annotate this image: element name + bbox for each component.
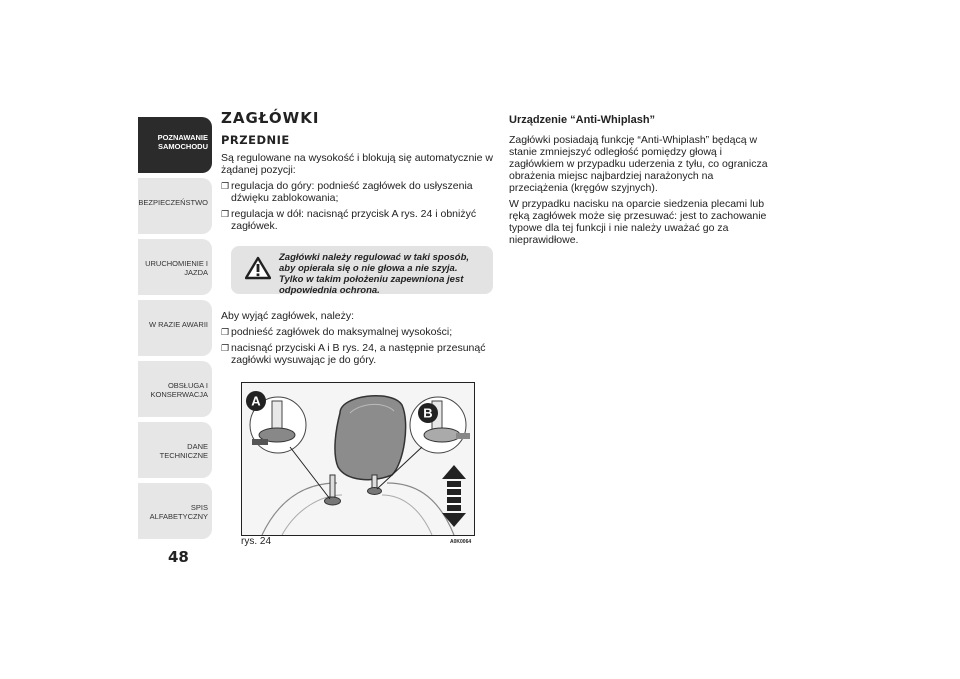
anti-whiplash-heading: Urządzenie “Anti-Whiplash” xyxy=(509,114,656,126)
anti-whiplash-paragraph-1: Zagłówki posiadają funkcję “Anti-Whiplash” będącą w stanie zmniejszyć odległość pomiędzy głową i zagłówkiem w przypadku uderzenia z tyłu, co ogranicza obrażenia miejsc najbardziej narażonych na przeciążenia (kręgów szyjnych). xyxy=(509,134,768,194)
list-item: ❐ regulacja do góry: podnieść zagłówek do usłyszenia dźwięku zablokowania; xyxy=(221,180,473,204)
section-subtitle: PRZEDNIE xyxy=(221,133,290,147)
list-item: ❐ regulacja w dół: nacisnąć przycisk A rys. 24 i obniżyć zagłówek. xyxy=(221,208,477,232)
figure-caption: rys. 24 xyxy=(241,536,272,547)
tab-label: OBSŁUGA I KONSERWACJA xyxy=(150,381,208,399)
tab-label: POZNAWANIE SAMOCHODU xyxy=(157,133,208,151)
figure-code: A0K0064 xyxy=(450,539,472,545)
bullet-icon: ❐ xyxy=(221,181,230,191)
section-title: ZAGŁÓWKI xyxy=(221,109,320,127)
left-column xyxy=(221,109,493,370)
tab-label: BEZPIECZEŃSTWO xyxy=(138,198,208,207)
warning-box xyxy=(231,246,493,294)
list-item: ❐ nacisnąć przyciski A i B rys. 24, a następnie przesunąć zagłówki wysuwając je do góry. xyxy=(221,342,486,366)
anti-whiplash-paragraph-2: W przypadku nacisku na oparcie siedzenia plecami lub ręką zagłówek może się przesuwać: jest to zachowanie typowe dla tej funkcji i nie należy uważać go za nieprawidłowe. xyxy=(509,198,767,246)
tab-label: URUCHOMIENIE I JAZDA xyxy=(145,259,208,277)
tab-poznawanie-samochodu[interactable] xyxy=(138,117,212,173)
headrest-drawing xyxy=(242,383,474,535)
intro-text: Są regulowane na wysokość i blokują się automatycznie w żądanej pozycji: xyxy=(221,152,493,176)
label-a: A xyxy=(251,393,261,409)
removal-intro: Aby wyjąć zagłówek, należy: xyxy=(221,310,355,322)
tab-label: DANE TECHNICZNE xyxy=(159,442,208,460)
tab-w-razie-awarii[interactable] xyxy=(138,300,212,356)
tab-dane-techniczne[interactable] xyxy=(138,422,212,478)
tab-spis-alfabetyczny[interactable] xyxy=(138,483,212,539)
page-number: 48 xyxy=(168,548,189,566)
label-b: B xyxy=(423,405,433,421)
bullet-icon: ❐ xyxy=(221,343,230,353)
tab-bezpieczenstwo[interactable] xyxy=(138,178,212,234)
tab-label: W RAZIE AWARII xyxy=(148,320,208,329)
warning-text: Zagłówki należy regulować w taki sposób, aby opierała się o nie głowa a nie szyja. Tylko w takim położeniu zapewniona jest odpowiednia ochrona. xyxy=(279,252,470,296)
tab-obsluga-i-konserwacja[interactable] xyxy=(138,361,212,417)
tab-label: SPIS ALFABETYCZNY xyxy=(149,503,208,521)
chapter-tabs xyxy=(138,117,212,544)
bullet-icon: ❐ xyxy=(221,327,230,337)
tab-uruchomienie-i-jazda[interactable] xyxy=(138,239,212,295)
headrest-illustration xyxy=(241,382,475,536)
bullet-icon: ❐ xyxy=(221,209,230,219)
right-column xyxy=(509,112,769,250)
list-item: ❐ podnieść zagłówek do maksymalnej wysokości; xyxy=(221,326,453,338)
warning-triangle-icon xyxy=(245,256,271,280)
